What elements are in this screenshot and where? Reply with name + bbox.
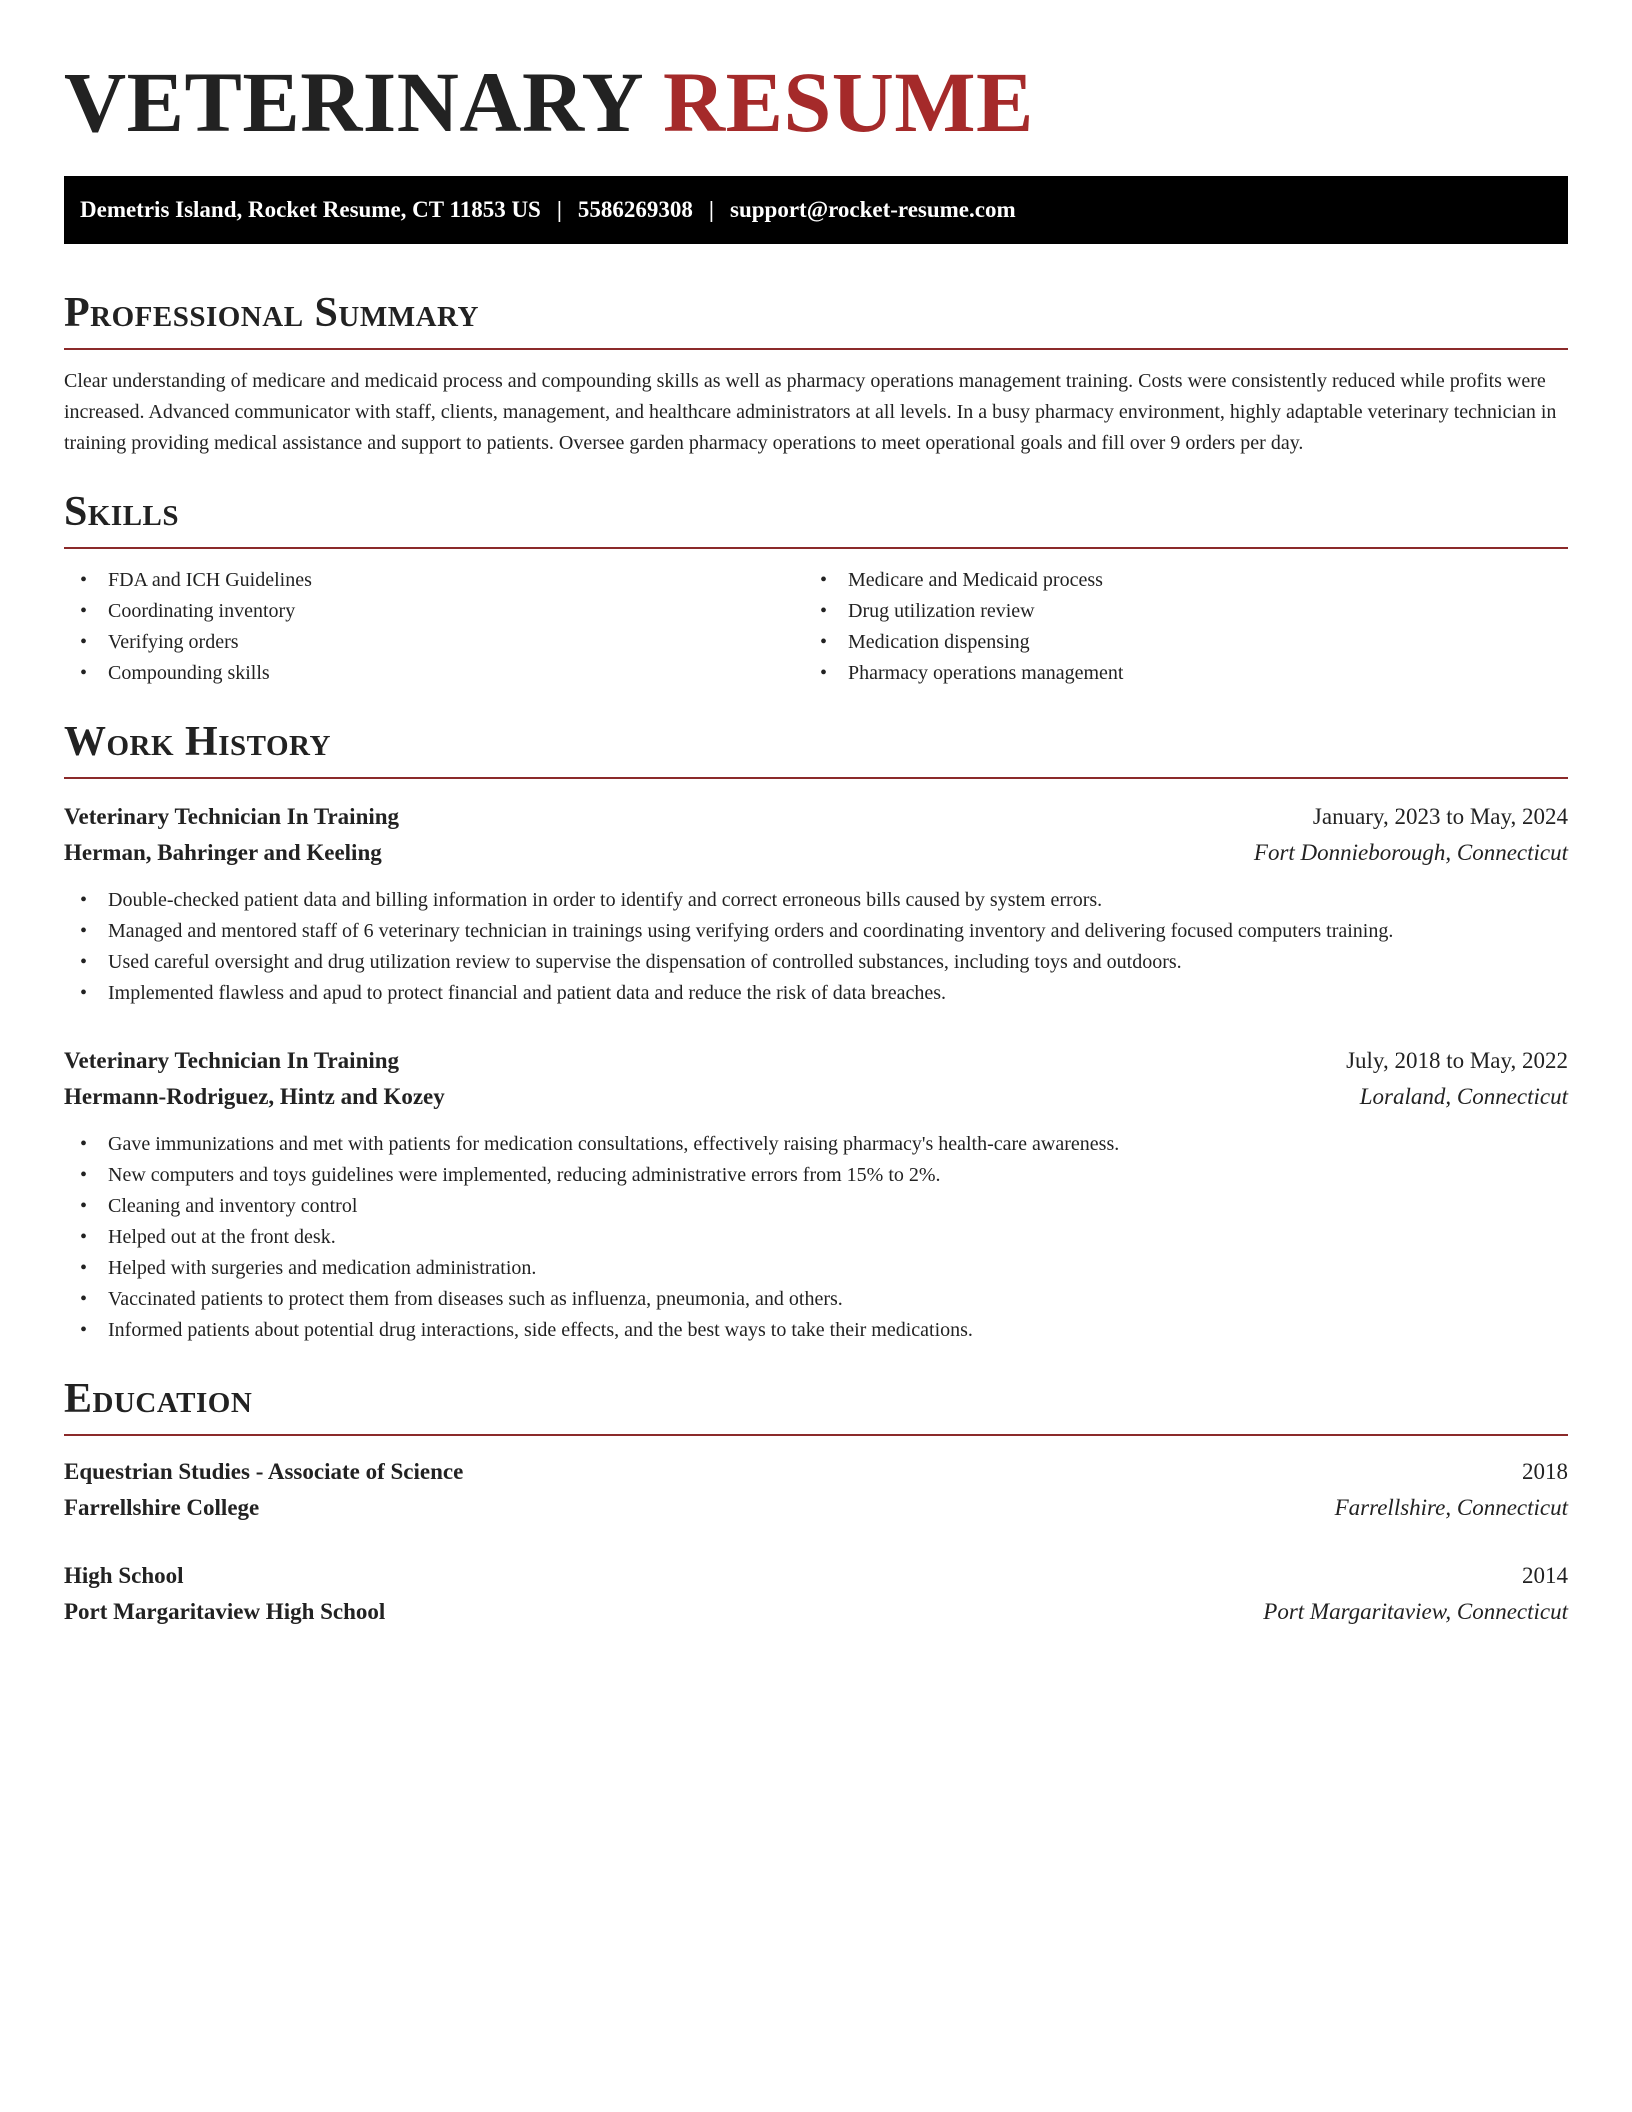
- job-location: Fort Donnieborough, Connecticut: [1253, 840, 1568, 865]
- job-location: Loraland, Connecticut: [1359, 1084, 1568, 1109]
- job-dates: July, 2018 to May, 2022: [1346, 1048, 1568, 1073]
- section-divider: [64, 547, 1568, 549]
- job-entry: [64, 1043, 1568, 1346]
- job-bullet: • Managed and mentored staff of 6 veterinary technician in trainings using verifying orders and coordinating inventory and delivering focused computers training.: [108, 916, 1568, 947]
- summary-text: Clear understanding of medicare and medicaid process and compounding skills as well as pharmacy operations management training. Costs were consistently reduced while profits were increased. Advanced communicator with staff, clients, management, and healthcare administrators at all levels. In a busy pharmacy environment, highly adaptable veterinary technician in training providing medical assistance and support to patients. Oversee garden pharmacy operations to meet operational goals and fill over 9 orders per day.: [64, 370, 1557, 454]
- skills-heading: Skills: [64, 489, 180, 535]
- job-entry: [64, 799, 1568, 1009]
- skill-item: • Coordinating inventory: [108, 596, 804, 627]
- skill-item: • Drug utilization review: [848, 596, 1544, 627]
- contact-email: support@rocket-resume.com: [730, 197, 1016, 222]
- job-bullet: • Informed patients about potential drug interactions, side effects, and the best ways to take their medications.: [108, 1315, 1568, 1346]
- education-location: Farrellshire, Connecticut: [1334, 1495, 1568, 1520]
- skills-section: [64, 487, 1568, 689]
- education-degree: High School: [64, 1563, 184, 1588]
- job-bullet: • Cleaning and inventory control: [108, 1191, 1568, 1222]
- job-bullet: • Helped out at the front desk.: [108, 1222, 1568, 1253]
- education-location: Port Margaritaview, Connecticut: [1263, 1599, 1568, 1624]
- section-divider: [64, 1434, 1568, 1436]
- job-bullet: • Implemented flawless and apud to protect financial and patient data and reduce the risk of data breaches.: [108, 978, 1568, 1009]
- education-section: [64, 1374, 1568, 1630]
- skills-list: [64, 565, 1568, 689]
- job-bullet: • Helped with surgeries and medication administration.: [108, 1253, 1568, 1284]
- skill-item: • Pharmacy operations management: [848, 658, 1544, 689]
- skill-item: • FDA and ICH Guidelines: [108, 565, 804, 596]
- skill-item: • Medication dispensing: [848, 627, 1544, 658]
- education-entry: [64, 1454, 1568, 1526]
- contact-bar: [64, 176, 1568, 244]
- job-bullet: • New computers and toys guidelines were implemented, reducing administrative errors from 15% to 2%.: [108, 1160, 1568, 1191]
- skills-column-right: [804, 565, 1544, 689]
- job-bullet: • Used careful oversight and drug utilization review to supervise the dispensation of controlled substances, including toys and outdoors.: [108, 947, 1568, 978]
- skill-item: • Compounding skills: [108, 658, 804, 689]
- contact-separator: |: [708, 197, 714, 222]
- skills-column-left: [64, 565, 804, 689]
- education-degree: Equestrian Studies - Associate of Science: [64, 1459, 464, 1484]
- contact-phone: 5586269308: [577, 197, 693, 222]
- job-bullet: • Double-checked patient data and billing information in order to identify and correct erroneous bills caused by system errors.: [108, 885, 1568, 916]
- job-bullet: • Gave immunizations and met with patients for medication consultations, effectively raising pharmacy's health-care awareness.: [108, 1129, 1568, 1160]
- contact-address: Demetris Island, Rocket Resume, CT 11853 US: [80, 197, 541, 222]
- education-entry: [64, 1558, 1568, 1630]
- education-school: Farrellshire College: [64, 1495, 260, 1520]
- education-year: 2018: [1522, 1459, 1568, 1484]
- title-main: VETERINARY: [64, 54, 641, 150]
- work-section: [64, 717, 1568, 1346]
- contact-separator: |: [556, 197, 562, 222]
- job-bullets: [64, 1129, 1568, 1346]
- job-bullet: • Vaccinated patients to protect them from diseases such as influenza, pneumonia, and others.: [108, 1284, 1568, 1315]
- summary-heading: Professional Summary: [64, 290, 479, 336]
- section-divider: [64, 777, 1568, 779]
- job-dates: January, 2023 to May, 2024: [1312, 804, 1568, 829]
- skill-item: • Verifying orders: [108, 627, 804, 658]
- skill-item: • Medicare and Medicaid process: [848, 565, 1544, 596]
- job-title: Veterinary Technician In Training: [64, 804, 400, 829]
- job-company: Herman, Bahringer and Keeling: [64, 840, 382, 865]
- education-heading: Education: [64, 1376, 253, 1422]
- job-title: Veterinary Technician In Training: [64, 1048, 400, 1073]
- education-school: Port Margaritaview High School: [64, 1599, 386, 1624]
- job-bullets: [64, 885, 1568, 1009]
- title-accent: RESUME: [662, 54, 1034, 150]
- summary-section: [64, 288, 1568, 459]
- resume-title: [64, 0, 1568, 152]
- section-divider: [64, 348, 1568, 350]
- education-year: 2014: [1522, 1563, 1568, 1588]
- work-heading: Work History: [64, 719, 331, 765]
- job-company: Hermann-Rodriguez, Hintz and Kozey: [64, 1084, 445, 1109]
